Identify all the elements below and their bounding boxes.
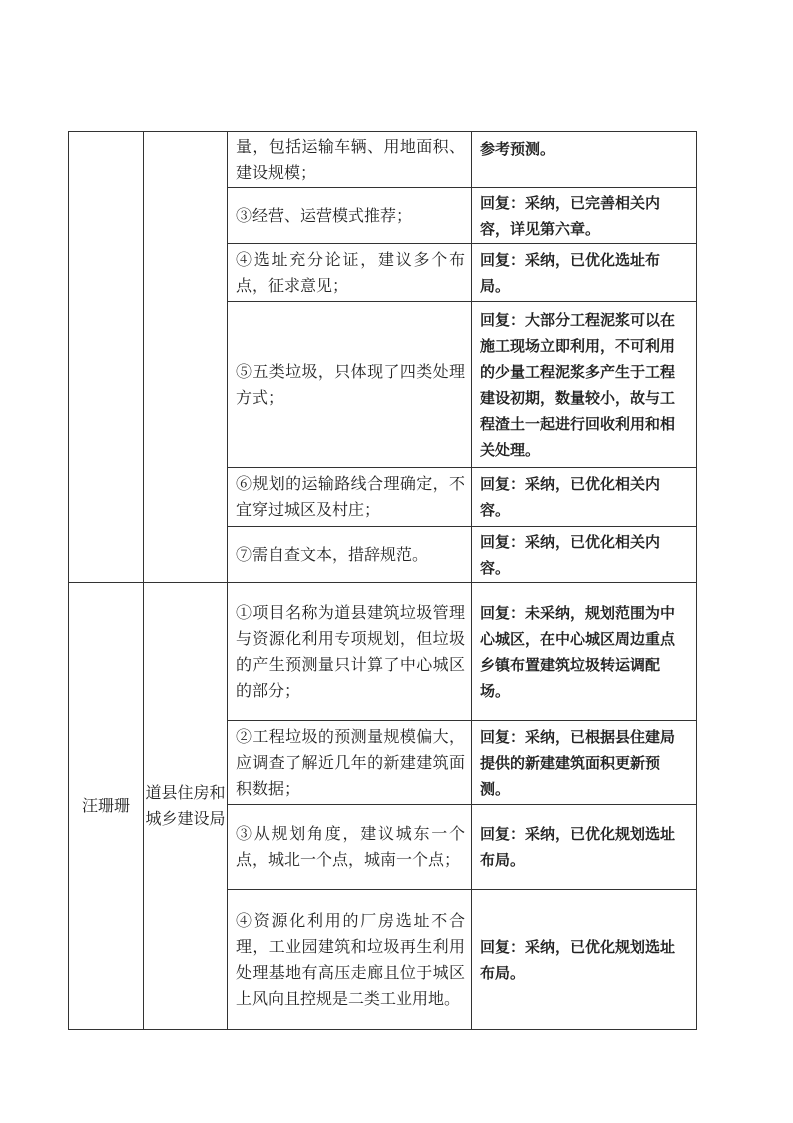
review-comments-table [68,131,697,1030]
opinion-text: 量，包括运输车辆、用地面积、建设规模； [236,136,465,182]
reply-text: 回复：采纳，已优化相关内容。 [480,532,661,577]
reply-cell [472,890,697,1030]
reply-text: 回复：采纳，已根据县住建局提供的新建建筑面积更新预测。 [480,727,676,798]
opinion-text: ③经营、运营模式推荐； [236,205,413,225]
opinion-text: ⑤五类垃圾，只体现了四类处理方式； [236,361,465,407]
reply-cell [472,721,697,805]
expert-name-cell [69,583,144,1030]
reply-cell [472,527,697,583]
opinion-text: ③从规划角度，建议城东一个点，城北一个点，城南一个点； [236,824,465,869]
opinion-cell [228,132,472,188]
expert-name-cell-empty [69,132,144,583]
opinion-cell [228,244,472,302]
unit-name: 道县住房和城乡建设局 [145,783,226,828]
reply-cell [472,468,697,527]
reply-text: 参考预测。 [480,140,556,158]
opinion-text: ⑥规划的运输路线合理确定，不宜穿过城区及村庄； [236,474,465,519]
opinion-text: ②工程垃圾的预测量规模偏大，应调查了解近几年的新建建筑面积数据； [236,726,465,798]
reply-text: 回复：采纳，已优化相关内容。 [480,475,661,519]
reply-cell [472,302,697,468]
reply-cell [472,188,697,244]
opinion-text: ⑦需自查文本，措辞规范。 [236,544,429,564]
reply-cell [472,244,697,302]
opinion-cell [228,805,472,890]
opinion-cell [228,302,472,468]
opinion-cell [228,527,472,583]
unit-cell-empty [144,132,228,583]
table-row [69,132,697,188]
reply-cell [472,805,697,890]
expert-name: 汪珊珊 [81,796,130,815]
opinion-cell [228,468,472,527]
reply-text: 回复：采纳，已优化规划选址布局。 [480,937,676,982]
opinion-cell [228,188,472,244]
opinion-text: ①项目名称为道县建筑垃圾管理与资源化利用专项规划，但垃圾的产生预测量只计算了中心城区的部分； [236,602,465,700]
reply-text: 回复：采纳，已优化选址布局。 [480,250,661,295]
table-row [69,583,697,721]
unit-cell [144,583,228,1030]
opinion-text: ④选址充分论证，建议多个布点，征求意见； [236,249,465,295]
reply-cell [472,583,697,721]
opinion-text: ④资源化利用的厂房选址不合理，工业园建筑和垃圾再生利用处理基地有高压走廊且位于城区上风向且控规是二类工业用地。 [236,910,465,1008]
reply-text: 回复：采纳，已完善相关内容，详见第六章。 [480,193,661,238]
reply-text: 回复：采纳，已优化规划选址布局。 [480,825,676,869]
opinion-cell [228,890,472,1030]
opinion-cell [228,583,472,721]
reply-text: 回复：未采纳，规划范围为中心城区，在中心城区周边重点乡镇布置建筑垃圾转运调配场。 [480,603,676,700]
reply-text: 回复：大部分工程泥浆可以在施工现场立即利用，不可利用的少量工程泥浆多产生于工程建设初期，数量较小，故与工程渣土一起进行回收利用和相关处理。 [480,310,676,459]
reply-cell [472,132,697,188]
opinion-cell [228,721,472,805]
